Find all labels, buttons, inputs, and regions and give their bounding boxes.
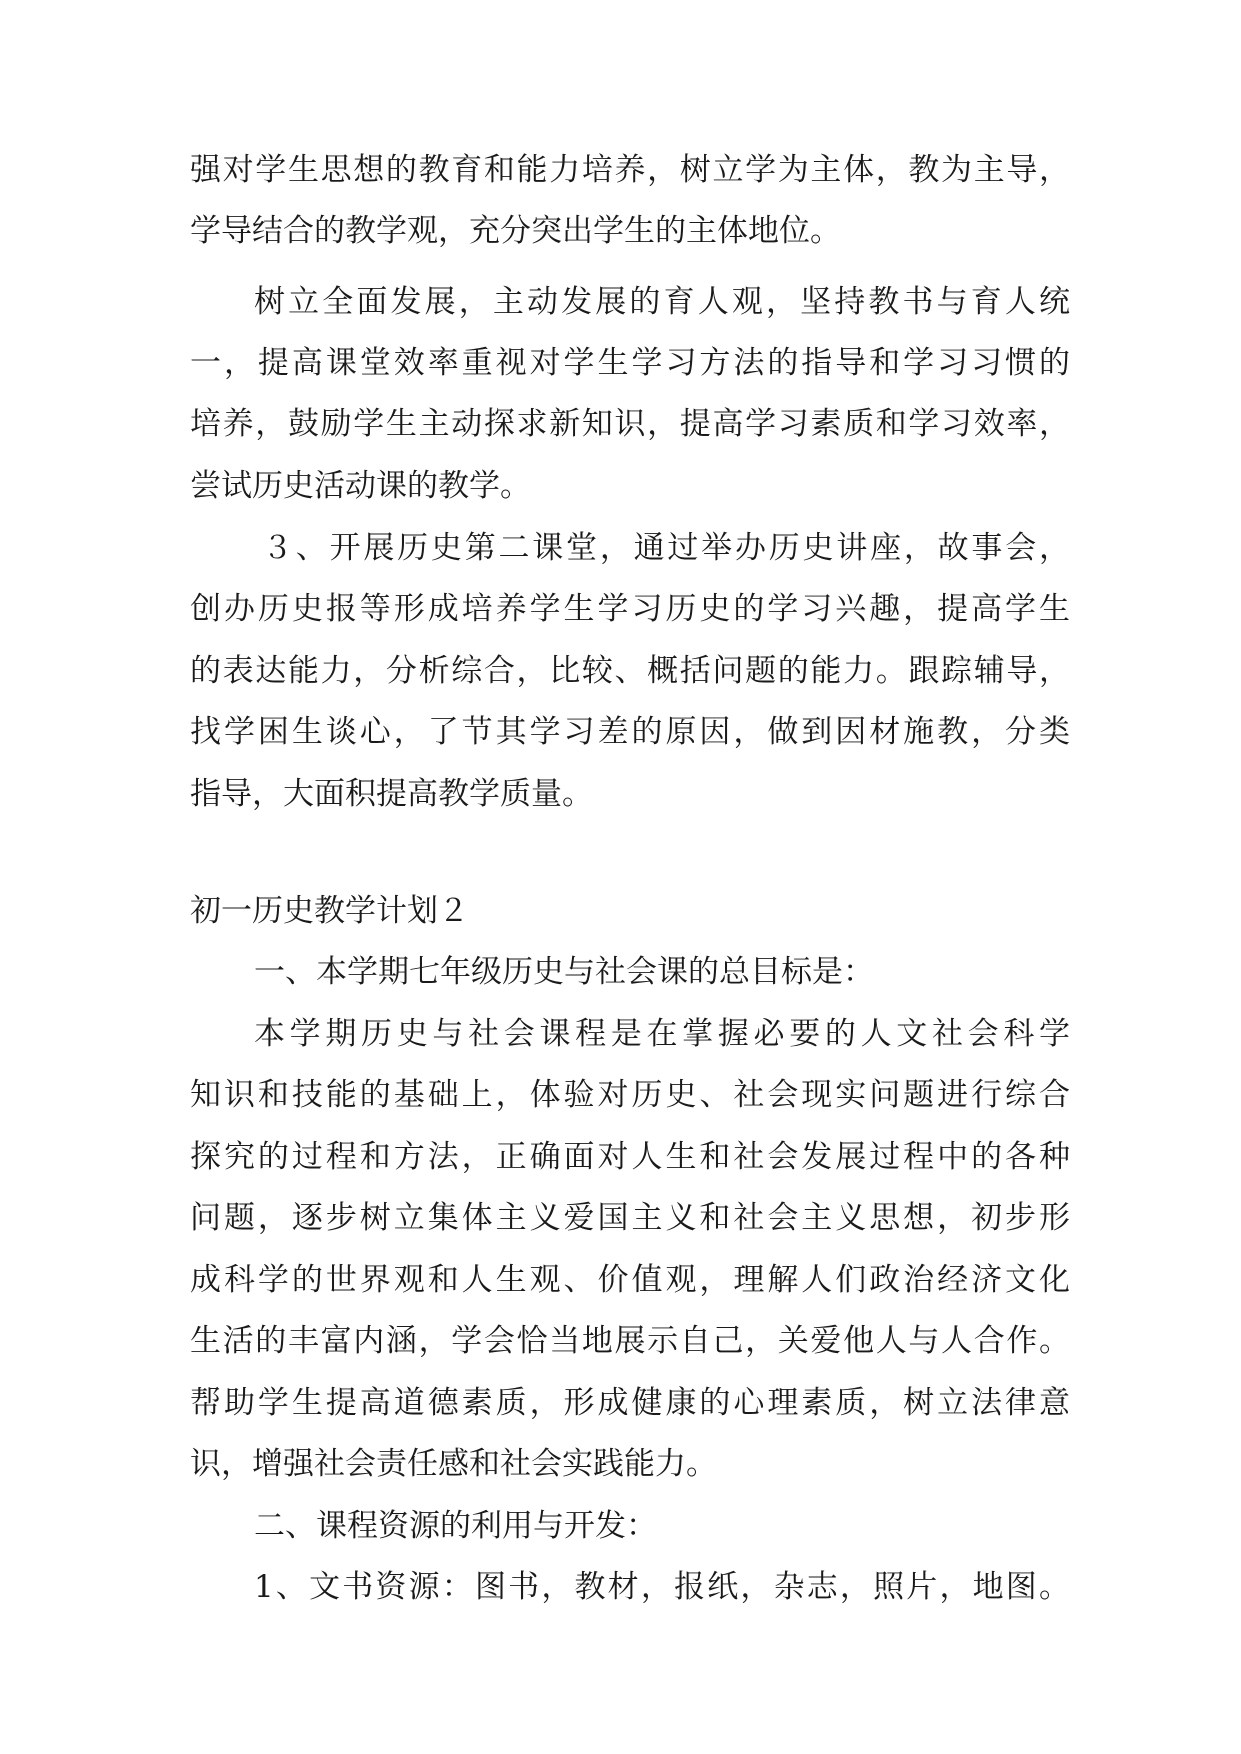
text-line: 二、课程资源的利用与开发：: [254, 1508, 657, 1544]
text-line: 一，提高课堂效率重视对学生学习方法的指导和学习习惯的: [190, 345, 1070, 381]
text-line: 强对学生思想的教育和能力培养，树立学为主体，教为主导，: [190, 152, 1070, 188]
text-line: ３、开展历史第二课堂，通过举办历史讲座，故事会，: [262, 530, 1070, 566]
text-line: 一、本学期七年级历史与社会课的总目标是：: [254, 954, 874, 990]
text-line: 探究的过程和方法，正确面对人生和社会发展过程中的各种: [190, 1139, 1070, 1175]
text-line: 指导，大面积提高教学质量。: [190, 776, 593, 812]
text-line: 问题，逐步树立集体主义爱国主义和社会主义思想，初步形: [190, 1200, 1070, 1236]
text-line: 的表达能力，分析综合，比较、概括问题的能力。跟踪辅导，: [190, 653, 1070, 689]
text-line: 培养，鼓励学生主动探求新知识，提高学习素质和学习效率，: [190, 406, 1070, 442]
text-line: 树立全面发展，主动发展的育人观，坚持教书与育人统: [254, 284, 1070, 320]
section-heading: 初一历史教学计划２: [190, 893, 469, 929]
text-line: 尝试历史活动课的教学。: [190, 468, 531, 504]
text-line: 学导结合的教学观，充分突出学生的主体地位。: [190, 213, 841, 249]
text-line: 找学困生谈心，了节其学习差的原因，做到因材施教，分类: [190, 714, 1070, 750]
text-line: 帮助学生提高道德素质，形成健康的心理素质，树立法律意: [190, 1385, 1070, 1421]
text-line: 生活的丰富内涵，学会恰当地展示自己，关爱他人与人合作。: [190, 1323, 1070, 1359]
text-line: 成科学的世界观和人生观、价值观，理解人们政治经济文化: [190, 1262, 1070, 1298]
text-line: 1、文书资源：图书，教材，报纸，杂志，照片，地图。: [254, 1569, 1070, 1605]
text-line: 识，增强社会责任感和社会实践能力。: [190, 1446, 717, 1482]
text-line: 本学期历史与社会课程是在掌握必要的人文社会科学: [254, 1016, 1070, 1052]
text-line: 创办历史报等形成培养学生学习历史的学习兴趣，提高学生: [190, 591, 1070, 627]
text-line: 知识和技能的基础上，体验对历史、社会现实问题进行综合: [190, 1077, 1070, 1113]
